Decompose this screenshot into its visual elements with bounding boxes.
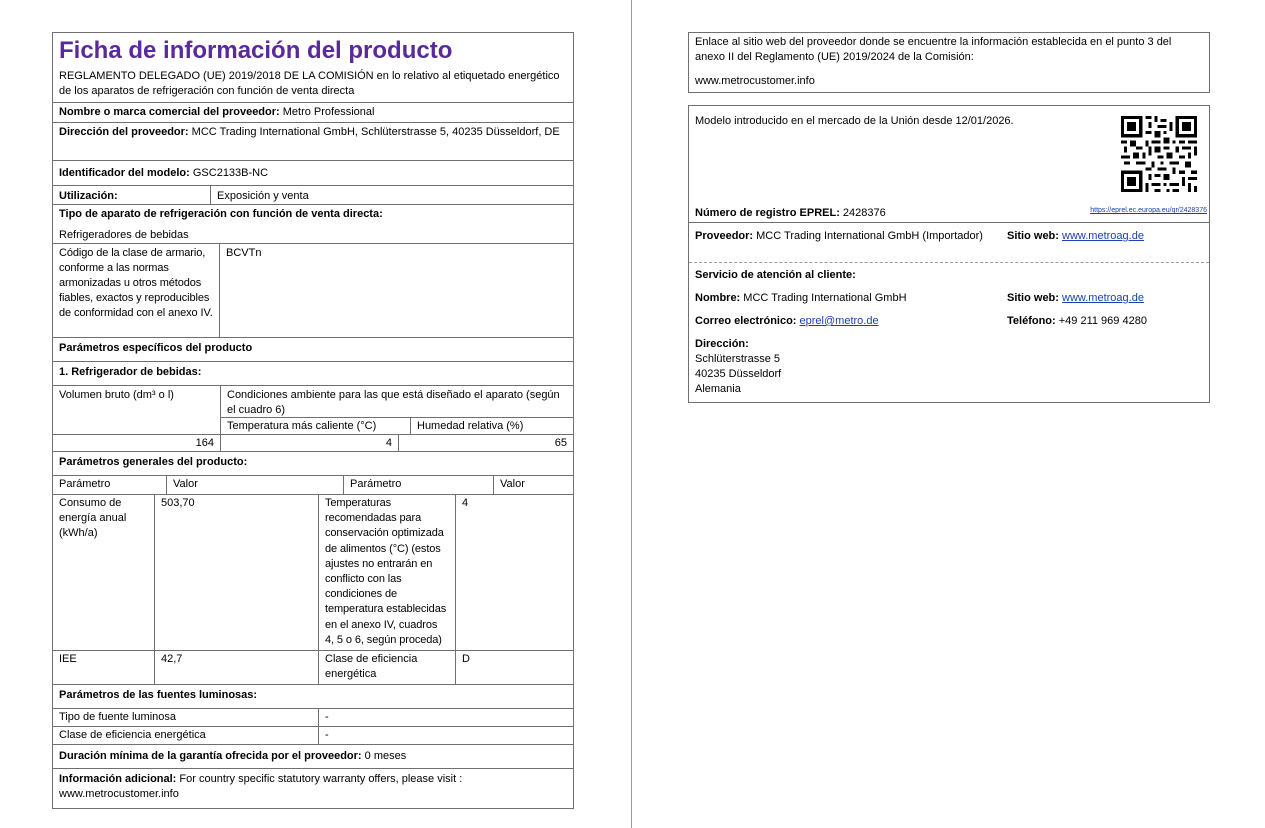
eprel-box	[688, 105, 1210, 403]
model-id-value: GSC2133B-NC	[192, 167, 269, 179]
volume-value: 164	[53, 434, 220, 451]
website2-label: Sitio web:	[1007, 292, 1059, 304]
temps-value: 4	[455, 495, 573, 650]
additional-label: Información adicional:	[59, 773, 177, 785]
energy-value: 503,70	[154, 495, 318, 650]
cabinet-code-row	[53, 244, 573, 338]
volume-label: Volumen bruto (dm³ o l)	[59, 389, 174, 401]
supplier-name-value: Metro Professional	[282, 106, 375, 118]
supplier-info-row	[689, 227, 1209, 246]
service-name-row	[689, 289, 1209, 308]
email-link[interactable]: eprel@metro.de	[799, 315, 879, 327]
iee-row	[53, 651, 573, 684]
eprel-row	[689, 204, 892, 223]
light-class-row	[53, 727, 573, 745]
supplier-link-text: Enlace al sitio web del proveedor donde se encuentre la información establecida en el punto 3 del anexo II del Reglamento (UE) 2019/2024 de la Comisión:	[695, 36, 1172, 63]
class-value: D	[455, 651, 573, 684]
temp-label: Temperatura más caliente (°C)	[227, 420, 377, 432]
warranty-row	[53, 745, 573, 769]
beverage-cooler-table	[53, 386, 573, 452]
light-type-row	[53, 709, 573, 727]
supplier-name-row	[53, 103, 573, 123]
light-type-label: Tipo de fuente luminosa	[59, 711, 176, 723]
energy-label: Consumo de energía anual (kWh/a)	[59, 497, 127, 539]
page-title: Ficha de información del producto	[59, 37, 453, 64]
general-params-heading: Parámetros generales del producto:	[53, 452, 573, 476]
additional-value: For country specific statutory warranty offers, please visit : www.metrocustomer.info	[59, 773, 463, 800]
service-heading: Servicio de atención al cliente:	[695, 269, 856, 281]
appliance-type-value: Refrigeradores de bebidas	[59, 229, 189, 241]
supplier-address-label: Dirección del proveedor:	[59, 126, 189, 138]
eprel-url-link[interactable]: https://eprel.ec.europa.eu/qr/2428376	[1090, 207, 1207, 214]
additional-info-row	[53, 769, 573, 808]
name-value: MCC Trading International GmbH	[743, 292, 907, 304]
supplier-address-value: MCC Trading International GmbH, Schlüterstrasse 5, 40235 Düsseldorf, DE	[191, 126, 560, 138]
phone-label: Teléfono:	[1007, 315, 1056, 327]
use-value: Exposición y venta	[210, 186, 573, 204]
beverage-cooler-heading: 1. Refrigerador de bebidas:	[53, 362, 573, 386]
address-label: Dirección:	[695, 338, 749, 350]
light-class-value: -	[318, 727, 573, 744]
col-param-header-2: Parámetro	[343, 476, 493, 494]
service-contact-row	[689, 312, 1209, 331]
supplier-link-url[interactable]: www.metrocustomer.info	[695, 75, 815, 87]
col-value-header: Valor	[166, 476, 343, 494]
humidity-label: Humedad relativa (%)	[410, 418, 573, 434]
light-params-heading: Parámetros de las fuentes luminosas:	[53, 685, 573, 709]
warranty-label: Duración mínima de la garantía ofrecida por el proveedor:	[59, 750, 362, 762]
use-label: Utilización:	[59, 190, 118, 202]
humidity-value: 65	[398, 435, 573, 452]
specific-params-heading: Parámetros específicos del producto	[53, 338, 573, 362]
cabinet-code-value: BCVTn	[219, 244, 573, 337]
address-line-2: 40235 Düsseldorf	[695, 368, 782, 380]
address-line-1: Schlüterstrasse 5	[695, 353, 780, 365]
address-block	[689, 335, 787, 399]
appliance-type-row	[53, 205, 573, 244]
name-label: Nombre:	[695, 292, 741, 304]
eprel-label: Número de registro EPREL:	[695, 207, 840, 219]
light-class-label: Clase de eficiencia energética	[59, 729, 206, 741]
website2-link[interactable]: www.metroag.de	[1062, 292, 1144, 304]
col-param-header: Parámetro	[59, 478, 111, 490]
phone-value: +49 211 969 4280	[1058, 315, 1147, 327]
website-link[interactable]: www.metroag.de	[1062, 230, 1144, 242]
supplier-name-label: Nombre o marca comercial del proveedor:	[59, 106, 280, 118]
qr-code-icon[interactable]	[1121, 116, 1197, 192]
product-info-sheet	[52, 32, 574, 809]
temps-label: Temperaturas recomendadas para conservación optimizada de alimentos (°C) (estos ajustes no entrarán en conflicto con las condiciones de temperatura establecidas en el anexo IV, cuadros 4, 5 o 6, según proceda)	[318, 495, 455, 650]
warranty-value: 0 meses	[364, 750, 407, 762]
address-line-3: Alemania	[695, 383, 741, 395]
ambient-label: Condiciones ambiente para las que está diseñado el aparato (según el cuadro 6)	[227, 389, 560, 416]
regulation-text: REGLAMENTO DELEGADO (UE) 2019/2018 DE LA COMISIÓN en lo relativo al etiquetado energético de los aparatos de refrigeración con función de venta directa	[53, 67, 573, 103]
energy-row	[53, 495, 573, 651]
general-params-table	[53, 476, 573, 685]
model-id-row	[53, 161, 573, 186]
supplier-value: MCC Trading International GmbH (Importador)	[756, 230, 983, 242]
general-params-header	[53, 476, 573, 495]
iee-value: 42,7	[154, 651, 318, 684]
supplier-address-row	[53, 123, 573, 161]
cabinet-code-label: Código de la clase de armario, conforme a las normas armonizadas u otros métodos fiables, exactos y reproducibles de conformidad con el anexo IV.	[59, 247, 213, 319]
appliance-type-label: Tipo de aparato de refrigeración con función de venta directa:	[59, 208, 383, 220]
supplier-link-box	[688, 32, 1210, 93]
email-label: Correo electrónico:	[695, 315, 797, 327]
col-value-header-2: Valor	[493, 476, 573, 494]
page-divider	[631, 0, 632, 828]
use-row	[53, 186, 573, 205]
light-type-value: -	[318, 709, 573, 726]
iee-label: IEE	[59, 653, 77, 665]
model-id-label: Identificador del modelo:	[59, 167, 190, 179]
website-label: Sitio web:	[1007, 230, 1059, 242]
market-text: Modelo introducido en el mercado de la Unión desde 12/01/2026.	[695, 115, 1014, 127]
eprel-value: 2428376	[842, 207, 886, 219]
supplier-label: Proveedor:	[695, 230, 754, 242]
temp-value: 4	[385, 437, 392, 449]
class-label: Clase de eficiencia energética	[318, 651, 455, 684]
dashed-divider	[689, 262, 1209, 263]
